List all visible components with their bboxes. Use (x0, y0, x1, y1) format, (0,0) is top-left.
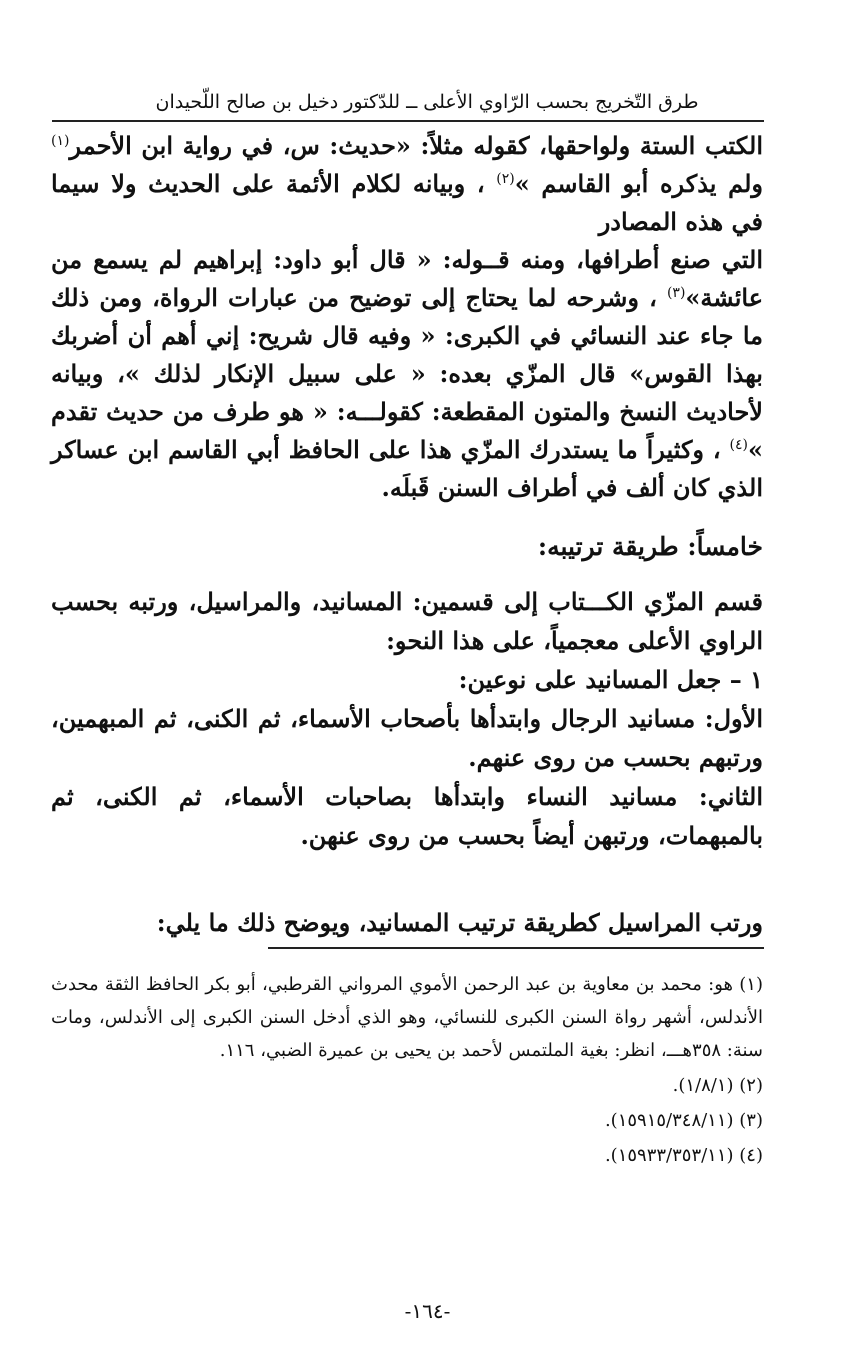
closing-line: ورتب المراسيل كطريقة ترتيب المسانيد، ويوضح ذلك ما يلي: (156, 908, 763, 937)
paragraph-2 (51, 241, 763, 507)
paragraph-2-text-b: ، وشرحه لما يحتاج إلى توضيح من عبارات الرواة، ومن ذلك ما جاء عند النسائي في الكبرى: « وفيه قال شريح: إني أهم أن أضربك بهذا القوس» قال المزّي بعده: « على سبيل الإنكار لذلك »، وبيانه لأحاديث النسخ والمتون المقطعة: كقولـــه: « هو طرف من حديث تقدم » (51, 283, 764, 464)
footnote-4: (٤) (١٥٩٣٣/٣٥٣/١١). (604, 1145, 763, 1166)
ordering-text-block (51, 582, 763, 855)
footnote-ref-4[interactable]: (٤) (729, 437, 749, 453)
footnote-ref-2[interactable]: (٢) (496, 171, 515, 187)
footnotes-block (51, 968, 763, 1174)
header-rule (52, 120, 764, 122)
paragraph-1-text-a: الكتب الستة ولواحقها، كقوله مثلاً: «حديث: س، في رواية ابن الأحمر (69, 131, 763, 160)
footnote-1: (١) هو: محمد بن معاوية بن عبد الرحمن الأموي المرواني القرطبي، أبو بكر الحافظ الثقة محدث الأندلس، أشهر رواة السنن الكبرى للنسائي، وهو الذي أدخل السنن الكبرى إلى الأندلس، ومات سنة: ٣٥٨هـــ، انظر: بغية الملتمس لأحمد بن يحيى بن عميرة الضبي، ١١٦. (51, 974, 763, 1061)
ordering-paragraph-3: الأول: مسانيد الرجال وابتدأها بأصحاب الأسماء، ثم الكنى، ثم المبهمين، ورتبهم بحسب من روى عنهم. (51, 704, 763, 772)
running-header: طرق التّخريج بحسب الرّاوي الأعلى ــ للدّكتور دخيل بن صالح اللّحيدان (155, 91, 699, 113)
body-text-block (51, 127, 763, 507)
ordering-paragraph-1: قسم المزّي الكـــتاب إلى قسمين: المسانيد، والمراسيل، ورتبه بحسب الراوي الأعلى معجمياً، على هذا النحو: (51, 587, 763, 655)
footnote-2: (٢) (١/٨/١). (672, 1075, 763, 1096)
footnote-rule (268, 947, 764, 949)
ordering-paragraph-4: الثاني: مسانيد النساء وابتدأها بصاحبات الأسماء، ثم الكنى، ثم بالمبهمات، ورتبهن أيضاً بحسب من روى عنهن. (51, 782, 763, 850)
paragraph-1 (51, 127, 763, 241)
paragraph-2-text-c: ، وكثيراً ما يستدرك المزّي هذا على الحافظ أبي القاسم ابن عساكر الذي كان ألف في أطراف السنن قَبلَه. (51, 435, 763, 502)
ordering-paragraph-2: ١ – جعل المسانيد على نوعين: (458, 665, 763, 694)
page-number: -١٦٤- (404, 1299, 451, 1323)
footnote-ref-1[interactable]: (١) (51, 133, 70, 149)
paragraph-1-text-c: ، وبيانه لكلام الأئمة على الحديث ولا سيما في هذه المصادر (51, 169, 763, 236)
footnote-ref-3[interactable]: (٣) (666, 285, 686, 301)
paragraph-2-text-a: التي صنع أطرافها، ومنه قــوله: « قال أبو داود: إبراهيم لم يسمع من عائشة» (51, 245, 764, 312)
footnote-3: (٣) (١٥٩١٥/٣٤٨/١١). (604, 1110, 763, 1131)
section-heading: خامساً: طريقة ترتيبه: (537, 532, 763, 561)
paragraph-1-text-b: ولم يذكره أبو القاسم » (514, 169, 763, 198)
